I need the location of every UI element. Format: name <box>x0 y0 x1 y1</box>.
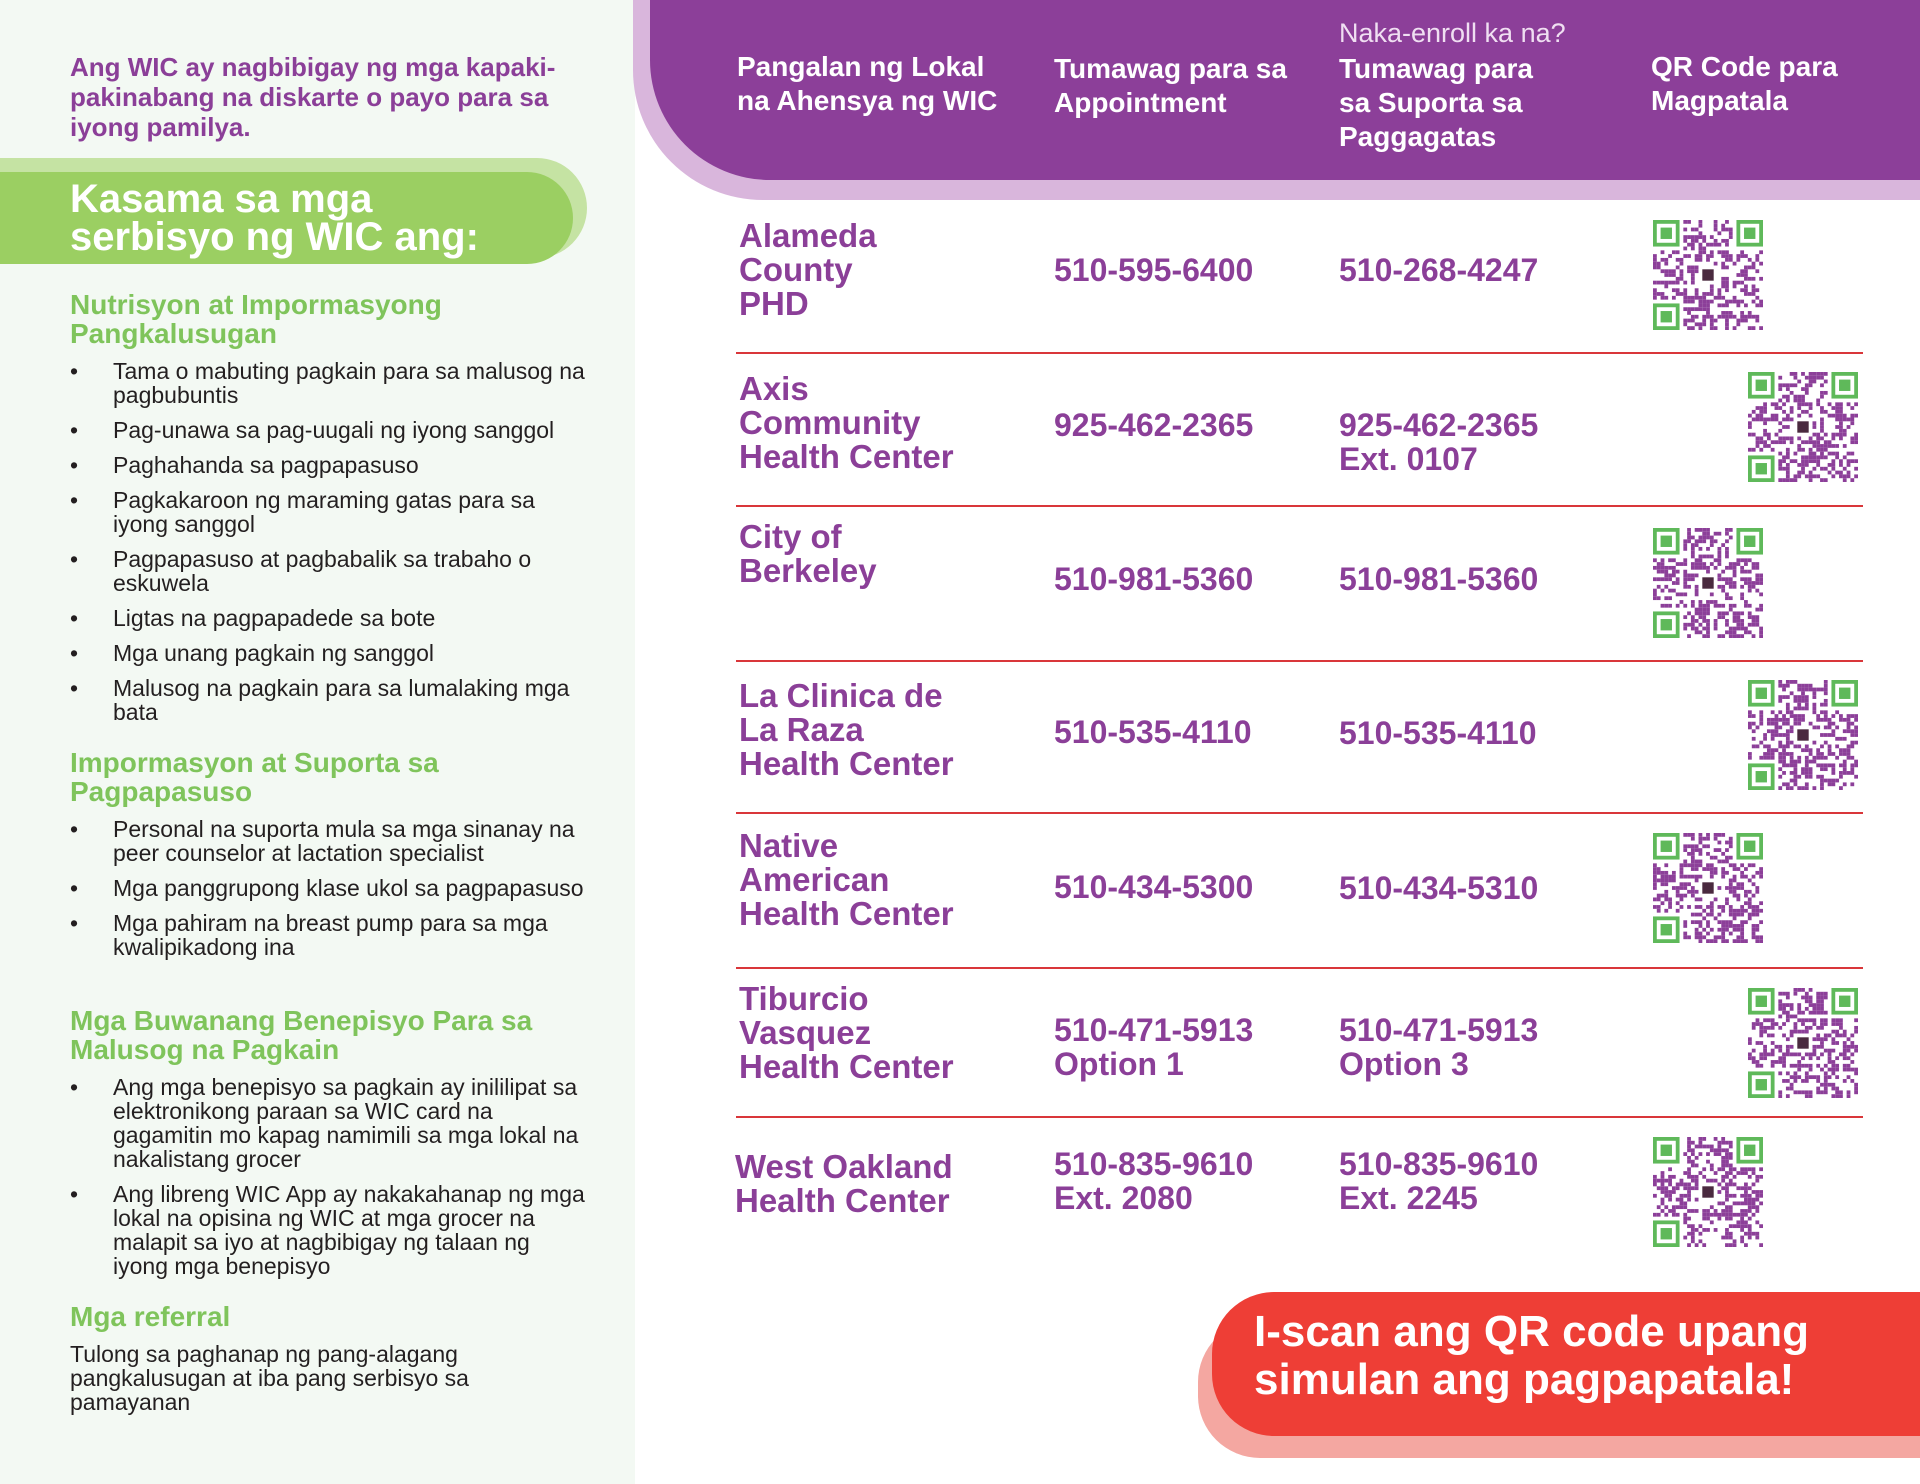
name-line: Health Center <box>739 438 954 475</box>
intro-text: Ang WIC ay nagbibigay ng mga kapaki-pakinabang na diskarte o payo para sa iyong pamilya. <box>70 52 556 142</box>
scan-cta-text <box>1254 1308 1914 1404</box>
phone-line: 510-835-9610 <box>1054 1146 1254 1182</box>
row-divider <box>736 505 1863 507</box>
phone-line: 510-471-5913 <box>1054 1012 1254 1048</box>
row-divider <box>736 967 1863 969</box>
section-heading-nutrition <box>70 290 590 348</box>
agency-name <box>739 679 954 781</box>
phone-line: Ext. 2245 <box>1339 1180 1478 1216</box>
name-line: La Raza <box>739 711 864 748</box>
header-support-note: Naka-enroll ka na? <box>1339 18 1566 48</box>
nutrition-list <box>70 359 590 735</box>
services-banner-title <box>70 177 590 259</box>
name-line: Vasquez <box>739 1014 872 1051</box>
qr-code-graphic <box>1748 680 1858 790</box>
list-item: • Mga panggrupong klase ukol sa pagpapasuso <box>70 876 590 900</box>
support-phone <box>1339 562 1538 596</box>
phone-line: 510-981-5360 <box>1054 561 1254 597</box>
name-line: Community <box>739 404 921 441</box>
list-item: • Ang mga benepisyo sa pagkain ay inililipat sa elektronikong paraan sa WIC card na gagamitin mo kapag namimili sa mga lokal na nakalistang grocer <box>70 1075 590 1171</box>
name-line: Health Center <box>739 1048 954 1085</box>
header-line: sa Suporta sa <box>1339 87 1523 118</box>
header-line: Appointment <box>1054 87 1227 118</box>
header-line: QR Code para <box>1651 51 1838 82</box>
heading-line: Malusog na Pagkain <box>70 1034 340 1065</box>
cta-line: simulan ang pagpapatala! <box>1254 1355 1795 1404</box>
qr-code-graphic <box>1653 220 1763 330</box>
phone-line: 510-268-4247 <box>1339 252 1539 288</box>
header-line: Tumawag para <box>1339 53 1533 84</box>
qr-code-graphic <box>1653 528 1763 638</box>
section-heading-benefits <box>70 1006 590 1064</box>
list-item: • Ligtas na pagpapadede sa bote <box>70 606 590 630</box>
name-line: City of <box>739 518 842 555</box>
name-line: La Clinica de <box>739 677 943 714</box>
heading-line: Pangkalusugan <box>70 318 277 349</box>
phone-line: 510-434-5310 <box>1339 870 1539 906</box>
qr-code-icon[interactable] <box>1653 833 1763 943</box>
support-phone <box>1339 871 1538 905</box>
qr-code-icon[interactable] <box>1748 372 1858 482</box>
heading-line: Mga Buwanang Benepisyo Para sa <box>70 1005 533 1036</box>
row-divider <box>736 660 1863 662</box>
phone-line: 510-535-4110 <box>1339 715 1537 751</box>
list-item: • Ang libreng WIC App ay nakakahanap ng mga lokal na opisina ng WIC at mga grocer na malapit sa iyo at nagbibigay ng talaan ng iyong mga benepisyo <box>70 1182 590 1278</box>
phone-line: 925-462-2365 <box>1339 407 1539 443</box>
qr-code-icon[interactable] <box>1653 528 1763 638</box>
list-item: • Pagpapasuso at pagbabalik sa trabaho o eskuwela <box>70 547 590 595</box>
header-line: Pangalan ng Lokal <box>737 51 985 82</box>
header-line: na Ahensya ng WIC <box>737 85 998 116</box>
qr-code-icon[interactable] <box>1748 680 1858 790</box>
name-line: Health Center <box>735 1182 950 1219</box>
name-line: West Oakland <box>735 1148 953 1185</box>
banner-line-1: Kasama sa mga <box>70 177 373 221</box>
appointment-phone <box>1054 562 1253 596</box>
phone-line: 925-462-2365 <box>1054 407 1254 443</box>
support-phone <box>1339 253 1538 287</box>
row-divider <box>736 1116 1863 1118</box>
name-line: Alameda <box>739 217 877 254</box>
phone-line: 510-434-5300 <box>1054 869 1254 905</box>
name-line: American <box>739 861 890 898</box>
agency-name <box>739 982 954 1084</box>
qr-code-icon[interactable] <box>1653 220 1763 330</box>
name-line: Health Center <box>739 745 954 782</box>
qr-code-icon[interactable] <box>1748 988 1858 1098</box>
qr-code-graphic <box>1748 988 1858 1098</box>
benefits-list <box>70 1075 590 1289</box>
list-item: • Mga unang pagkain ng sanggol <box>70 641 590 665</box>
header-appointment <box>1054 52 1287 120</box>
support-phone <box>1339 716 1537 750</box>
name-line: Berkeley <box>739 552 877 589</box>
referrals-text: Tulong sa paghanap ng pang-alagang pangkalusugan at iba pang serbisyo sa pamayanan <box>70 1341 469 1415</box>
appointment-phone <box>1054 253 1253 287</box>
name-line: Health Center <box>739 895 954 932</box>
list-item: • Personal na suporta mula sa mga sinanay na peer counselor at lactation specialist <box>70 817 590 865</box>
agency-name <box>735 1150 953 1218</box>
section-heading-referrals <box>70 1302 590 1331</box>
row-divider <box>736 352 1863 354</box>
header-support <box>1339 52 1533 154</box>
list-item: • Mga pahiram na breast pump para sa mga kwalipikadong ina <box>70 911 590 959</box>
list-item: • Paghahanda sa pagpapasuso <box>70 453 590 477</box>
name-line: Native <box>739 827 839 864</box>
header-qr <box>1651 50 1838 118</box>
header-line: Paggagatas <box>1339 121 1497 152</box>
support-phone <box>1339 1147 1538 1215</box>
phone-line: Option 1 <box>1054 1046 1184 1082</box>
phone-line: Ext. 2080 <box>1054 1180 1193 1216</box>
appointment-phone <box>1054 1013 1253 1081</box>
agency-name <box>739 829 954 931</box>
heading-line: Pagpapasuso <box>70 776 253 807</box>
support-phone <box>1339 408 1538 476</box>
heading-line: Impormasyon at Suporta sa <box>70 747 439 778</box>
support-phone <box>1339 1013 1538 1081</box>
list-item: • Malusog na pagkain para sa lumalaking mga bata <box>70 676 590 724</box>
banner-line-2: serbisyo ng WIC ang: <box>70 215 479 259</box>
header-line: Magpatala <box>1651 85 1788 116</box>
qr-code-graphic <box>1653 1137 1763 1247</box>
phone-line: 510-471-5913 <box>1339 1012 1539 1048</box>
heading-line: Nutrisyon at Impormasyong <box>70 289 442 320</box>
phone-line: Ext. 0107 <box>1339 441 1478 477</box>
list-item: • Pagkakaroon ng maraming gatas para sa iyong sanggol <box>70 488 590 536</box>
header-agency <box>737 50 997 118</box>
agency-name <box>739 219 877 321</box>
name-line: Tiburcio <box>739 980 869 1017</box>
name-line: County <box>739 251 853 288</box>
appointment-phone <box>1054 870 1253 904</box>
agency-name <box>739 520 877 588</box>
phone-line: 510-595-6400 <box>1054 252 1254 288</box>
heading-line: Mga referral <box>70 1301 231 1332</box>
section-heading-breastfeeding <box>70 748 590 806</box>
phone-line: Option 3 <box>1339 1046 1469 1082</box>
breastfeeding-list <box>70 817 590 970</box>
phone-line: 510-981-5360 <box>1339 561 1539 597</box>
list-item: • Tama o mabuting pagkain para sa malusog na pagbubuntis <box>70 359 590 407</box>
qr-code-graphic <box>1653 833 1763 943</box>
appointment-phone <box>1054 408 1253 442</box>
row-divider <box>736 812 1863 814</box>
cta-line: I-scan ang QR code upang <box>1254 1307 1809 1356</box>
phone-line: 510-535-4110 <box>1054 714 1252 750</box>
list-item: • Pag-unawa sa pag-uugali ng iyong sanggol <box>70 418 590 442</box>
agency-name <box>739 372 954 474</box>
appointment-phone <box>1054 715 1252 749</box>
appointment-phone <box>1054 1147 1253 1215</box>
qr-code-graphic <box>1748 372 1858 482</box>
name-line: PHD <box>739 285 809 322</box>
header-line: Tumawag para sa <box>1054 53 1287 84</box>
qr-code-icon[interactable] <box>1653 1137 1763 1247</box>
phone-line: 510-835-9610 <box>1339 1146 1539 1182</box>
name-line: Axis <box>739 370 809 407</box>
